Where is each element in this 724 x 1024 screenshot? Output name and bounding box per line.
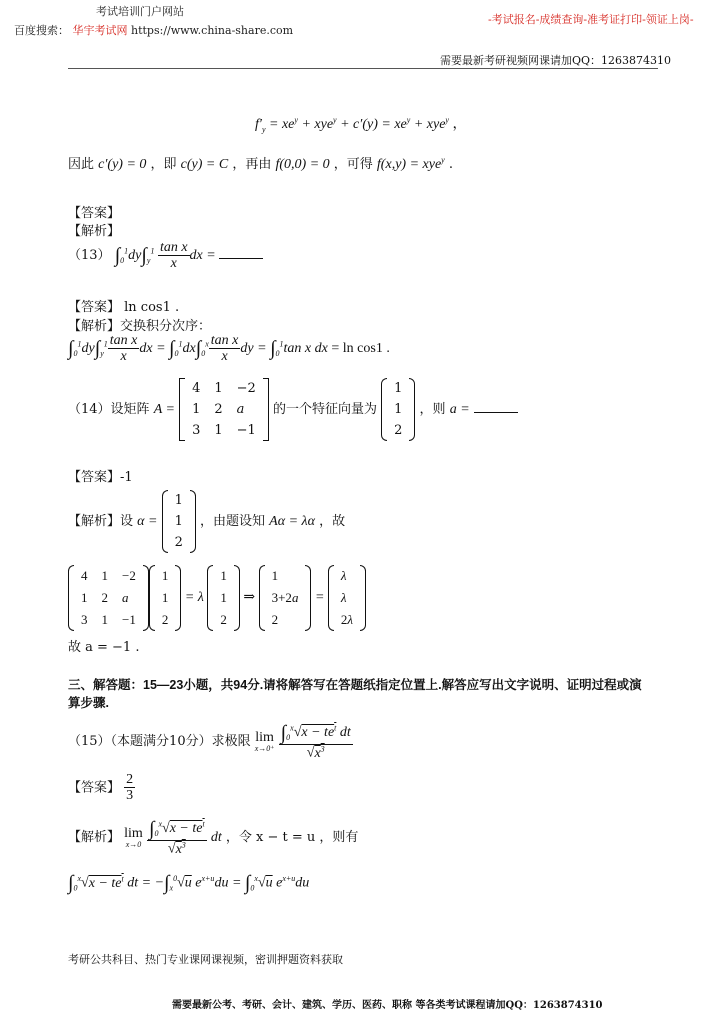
header-rule bbox=[68, 68, 658, 69]
baidu-search-bar bbox=[14, 22, 293, 38]
equation-fy: $f'_y = xe^y + xye^y + c'(y) = xe^y + xye^y$ ， bbox=[255, 115, 467, 134]
top-links[interactable]: -考试报名-成绩查询-准考证打印-领证上岗- bbox=[488, 13, 694, 26]
footer-bottom: 需要最新公考、考研、会计、建筑、学历、医药、职称 等各类考试课程请加QQ：1263874310 bbox=[172, 1000, 603, 1011]
q15-substitution: $\int_0^x√x - te^t$ dt = $-\int_x^0√u$ $e^{x+u}du = \int_0^x√u$ $e^{x+u}du$ bbox=[68, 872, 310, 894]
question-14: （14）设矩阵 A = 4 1 −2 1 2 a 3 1 −1 的一个特征向量为 1 1 2 ，则 a = bbox=[68, 378, 518, 441]
q13-answer: 【答案】 ln cos1 . bbox=[68, 300, 180, 315]
q13-derivation: $\int_0^1dy\int_y^1$ $\frac{\text{tan x}}{x}$ dx = $\int_0^1dx\int_0^x$ $\frac{\text{tan x}}{x}$ dy = $\int_0^1\tan$ x dx = ln cos1 . bbox=[68, 333, 390, 365]
site-url-link[interactable]: https://www.china-share.com bbox=[131, 24, 294, 37]
question-13: （13） $\int_0^1dy\int_y^1$ $\frac{\text{tan x}}{x}$ dx = bbox=[68, 240, 263, 272]
q14-conclusion: 故 a = −1 . bbox=[68, 640, 140, 655]
answer-label-12: 【答案】 bbox=[68, 206, 121, 221]
q13-analysis: 【解析】交换积分次序： bbox=[68, 319, 212, 334]
qq-notice: 需要最新考研视频网课请加QQ：1263874310 bbox=[440, 54, 672, 67]
baidu-label: 百度搜索： bbox=[14, 24, 69, 37]
q13-answer-blank bbox=[219, 246, 263, 259]
q14-matrix-equation: 4 1 −2 1 2 a 3 1 −1 1 1 2 = λ 1 1 2 ⇒ 1 3+2a 2 = λ λ 2λ bbox=[68, 565, 366, 631]
q15-answer: 【答案】 $\frac{2}{3}$ bbox=[68, 772, 134, 804]
portal-title: 考试培训门户网站 bbox=[96, 5, 184, 18]
analysis-label-12: 【解析】 bbox=[68, 224, 121, 239]
baidu-keyword[interactable]: 华宇考试网 bbox=[72, 24, 128, 37]
section-3-heading: 三、解答题：15—23小题，共94分.请将解答写在答题纸指定位置上.解答应写出文字说明、证明过程或演算步骤. bbox=[68, 678, 642, 710]
question-15: （15）（本题满分10分）求极限 lim x→0⁺ $\frac{\int_0^x√x - te^t dt}{√x^3}$ bbox=[68, 722, 351, 761]
q14-answer: 【答案】-1 bbox=[68, 470, 133, 485]
line-therefore: 因此 c′(y) = 0 ，即 c(y) = C ，再由 f(0,0) = 0 ，可得 f(x,y) = xye$^y$ . bbox=[68, 155, 453, 172]
q15-analysis: 【解析】 lim x→0 $\frac{\int_0^x√x - te^t}{√x^3}$ dt ，令 x − t = u ，则有 bbox=[68, 818, 359, 857]
q14-analysis: 【解析】设 α = 1 1 2 ，由题设知 Aα = λα ，故 bbox=[68, 490, 345, 553]
footer-note: 考研公共科目、热门专业课网课视频，密训押题资料获取 bbox=[68, 953, 343, 966]
